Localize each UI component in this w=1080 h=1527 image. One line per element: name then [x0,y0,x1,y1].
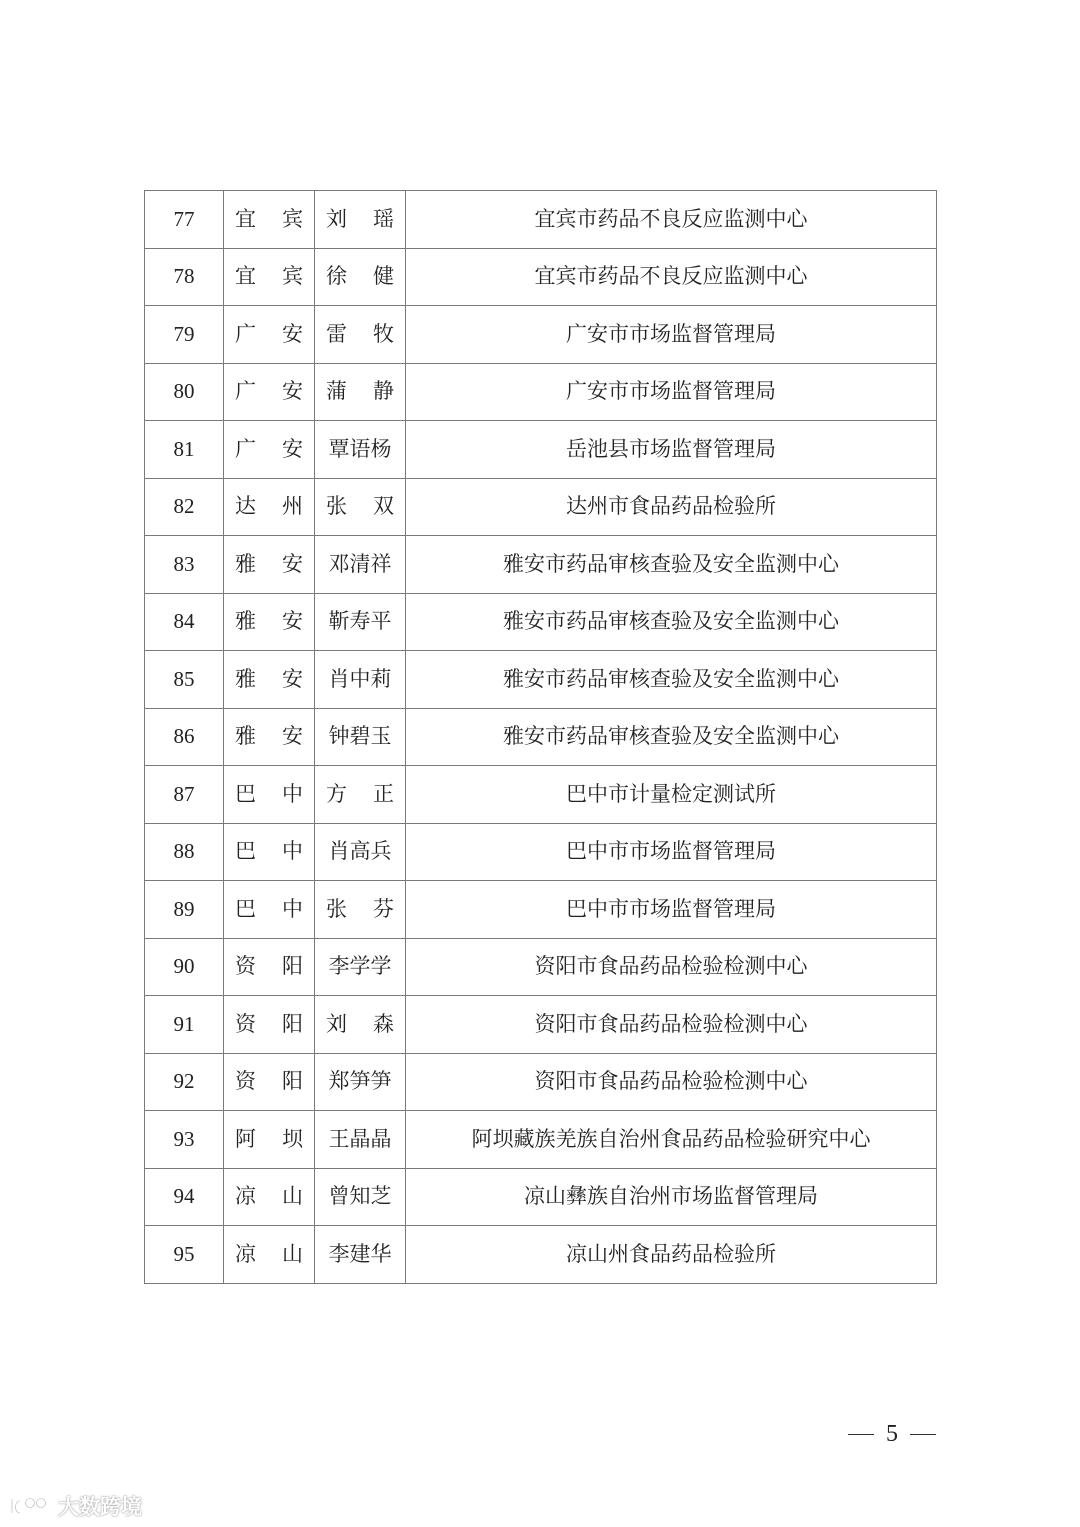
table-row [145,191,937,249]
cell-region-text: 巴 [235,896,256,921]
cell-region [224,823,315,881]
cell-region-text: 安 [282,436,303,461]
cell-name-text: 正 [373,781,394,806]
cell-number: 92 [145,1053,224,1111]
cell-name-text: 张 [326,494,347,519]
table-row [145,363,937,421]
cell-name [315,1226,406,1284]
table-row [145,478,937,536]
cell-name-text: 双 [373,494,394,519]
cell-name-text: 雷 [326,321,347,346]
cell-name-text: 肖中莉 [328,666,392,691]
cell-name [315,593,406,651]
cell-number: 94 [145,1168,224,1226]
page-number-dash-right [910,1434,936,1436]
table-row [145,1226,937,1284]
cell-organization: 宜宾市药品不良反应监测中心 [406,248,937,306]
table-row [145,651,937,709]
cell-name [315,421,406,479]
cell-region-text: 安 [282,379,303,404]
cell-region [224,651,315,709]
table-row [145,938,937,996]
cell-region-text: 雅 [235,609,256,634]
cell-name-text: 方 [326,781,347,806]
cell-region-text: 宜 [235,264,256,289]
cell-number: 87 [145,766,224,824]
cell-organization: 巴中市市场监督管理局 [406,881,937,939]
cell-organization: 宜宾市药品不良反应监测中心 [406,191,937,249]
cell-number: 79 [145,306,224,364]
cell-organization: 凉山彝族自治州市场监督管理局 [406,1168,937,1226]
cell-region-text: 凉 [235,1241,256,1266]
cell-number: 83 [145,536,224,594]
cell-region-text: 雅 [235,666,256,691]
cell-region [224,1053,315,1111]
cell-name-text: 曾知芝 [328,1184,392,1209]
cell-region-text: 广 [235,379,256,404]
cell-region [224,248,315,306]
ebrun-logo-icon [8,1495,52,1517]
cell-region-text: 山 [282,1241,303,1266]
cell-name [315,881,406,939]
table-row [145,1168,937,1226]
cell-region-text: 广 [235,436,256,461]
cell-number: 88 [145,823,224,881]
cell-organization: 凉山州食品药品检验所 [406,1226,937,1284]
cell-organization: 资阳市食品药品检验检测中心 [406,938,937,996]
cell-name-text: 森 [373,1011,394,1036]
cell-number: 86 [145,708,224,766]
cell-organization: 巴中市市场监督管理局 [406,823,937,881]
table-row [145,536,937,594]
cell-region-text: 安 [282,321,303,346]
table-body [145,191,937,1284]
cell-region-text: 资 [235,1069,256,1094]
cell-number: 91 [145,996,224,1054]
cell-name [315,938,406,996]
cell-name [315,363,406,421]
cell-region-text: 安 [282,609,303,634]
cell-region [224,766,315,824]
cell-name [315,306,406,364]
cell-region-text: 中 [282,781,303,806]
cell-name [315,1168,406,1226]
cell-name-text: 邓清祥 [328,551,392,576]
watermark [8,1491,142,1521]
cell-name-text: 覃语杨 [328,436,392,461]
cell-region [224,938,315,996]
cell-number: 80 [145,363,224,421]
cell-name [315,766,406,824]
cell-region-text: 资 [235,954,256,979]
cell-name-text: 钟碧玉 [328,724,392,749]
cell-region [224,1168,315,1226]
table-row [145,823,937,881]
cell-name-text: 李建华 [328,1241,392,1266]
cell-name [315,1053,406,1111]
cell-name-text: 肖高兵 [328,839,392,864]
cell-organization: 巴中市计量检定测试所 [406,766,937,824]
table-row [145,306,937,364]
cell-name-text: 靳寿平 [328,609,392,634]
cell-region-text: 州 [282,494,303,519]
cell-region [224,593,315,651]
cell-organization: 雅安市药品审核查验及安全监测中心 [406,651,937,709]
table-row [145,1053,937,1111]
cell-name-text: 王晶晶 [328,1126,392,1151]
cell-organization: 资阳市食品药品检验检测中心 [406,996,937,1054]
cell-region-text: 凉 [235,1184,256,1209]
cell-name [315,536,406,594]
cell-name-text: 牧 [373,321,394,346]
cell-region-text: 坝 [282,1126,303,1151]
cell-region-text: 阳 [282,1011,303,1036]
table-row [145,248,937,306]
cell-name-text: 张 [326,896,347,921]
cell-region-text: 中 [282,896,303,921]
page-number-value: 5 [886,1421,898,1447]
table-row [145,421,937,479]
table-row [145,996,937,1054]
cell-name [315,708,406,766]
cell-number: 84 [145,593,224,651]
cell-region-text: 安 [282,666,303,691]
cell-region [224,306,315,364]
cell-region-text: 安 [282,724,303,749]
cell-organization: 广安市市场监督管理局 [406,306,937,364]
cell-name [315,996,406,1054]
cell-name [315,651,406,709]
cell-region-text: 阿 [235,1126,256,1151]
cell-number: 81 [145,421,224,479]
cell-name [315,823,406,881]
cell-region-text: 宾 [282,206,303,231]
cell-region-text: 安 [282,551,303,576]
watermark-text: 大数跨境 [58,1495,142,1519]
cell-organization: 雅安市药品审核查验及安全监测中心 [406,536,937,594]
cell-region-text: 山 [282,1184,303,1209]
cell-region-text: 巴 [235,781,256,806]
cell-region [224,1226,315,1284]
cell-organization: 雅安市药品审核查验及安全监测中心 [406,708,937,766]
cell-region [224,708,315,766]
table-row [145,766,937,824]
table-row [145,593,937,651]
table-row [145,1111,937,1169]
cell-region-text: 雅 [235,551,256,576]
cell-region-text: 中 [282,839,303,864]
cell-name [315,478,406,536]
cell-organization: 阿坝藏族羌族自治州食品药品检验研究中心 [406,1111,937,1169]
cell-region [224,363,315,421]
cell-organization: 广安市市场监督管理局 [406,363,937,421]
table-row [145,881,937,939]
cell-number: 82 [145,478,224,536]
cell-number: 89 [145,881,224,939]
cell-name [315,191,406,249]
cell-region [224,1111,315,1169]
cell-name-text: 徐 [326,264,347,289]
cell-organization: 达州市食品药品检验所 [406,478,937,536]
table-row [145,708,937,766]
cell-region-text: 广 [235,321,256,346]
cell-region [224,996,315,1054]
cell-region [224,478,315,536]
cell-region-text: 资 [235,1011,256,1036]
cell-region [224,421,315,479]
cell-region-text: 阳 [282,954,303,979]
cell-number: 93 [145,1111,224,1169]
page-number-dash-left [848,1434,874,1436]
page-number [848,1421,936,1448]
cell-name [315,1111,406,1169]
cell-organization: 雅安市药品审核查验及安全监测中心 [406,593,937,651]
cell-name-text: 静 [373,379,394,404]
personnel-table [144,190,937,1284]
cell-region-text: 宜 [235,206,256,231]
cell-region-text: 宾 [282,264,303,289]
cell-name [315,248,406,306]
cell-region [224,191,315,249]
cell-region-text: 达 [235,494,256,519]
cell-region-text: 巴 [235,839,256,864]
cell-name-text: 健 [373,264,394,289]
cell-name-text: 芬 [373,896,394,921]
cell-number: 95 [145,1226,224,1284]
cell-organization: 岳池县市场监督管理局 [406,421,937,479]
cell-number: 78 [145,248,224,306]
cell-name-text: 刘 [326,206,347,231]
cell-name-text: 刘 [326,1011,347,1036]
cell-name-text: 瑶 [373,206,394,231]
cell-name-text: 蒲 [326,379,347,404]
cell-region-text: 阳 [282,1069,303,1094]
cell-number: 77 [145,191,224,249]
cell-region [224,536,315,594]
cell-region [224,881,315,939]
cell-name-text: 郑笋笋 [328,1069,392,1094]
cell-region-text: 雅 [235,724,256,749]
cell-name-text: 李学学 [328,954,392,979]
cell-organization: 资阳市食品药品检验检测中心 [406,1053,937,1111]
cell-number: 90 [145,938,224,996]
cell-number: 85 [145,651,224,709]
